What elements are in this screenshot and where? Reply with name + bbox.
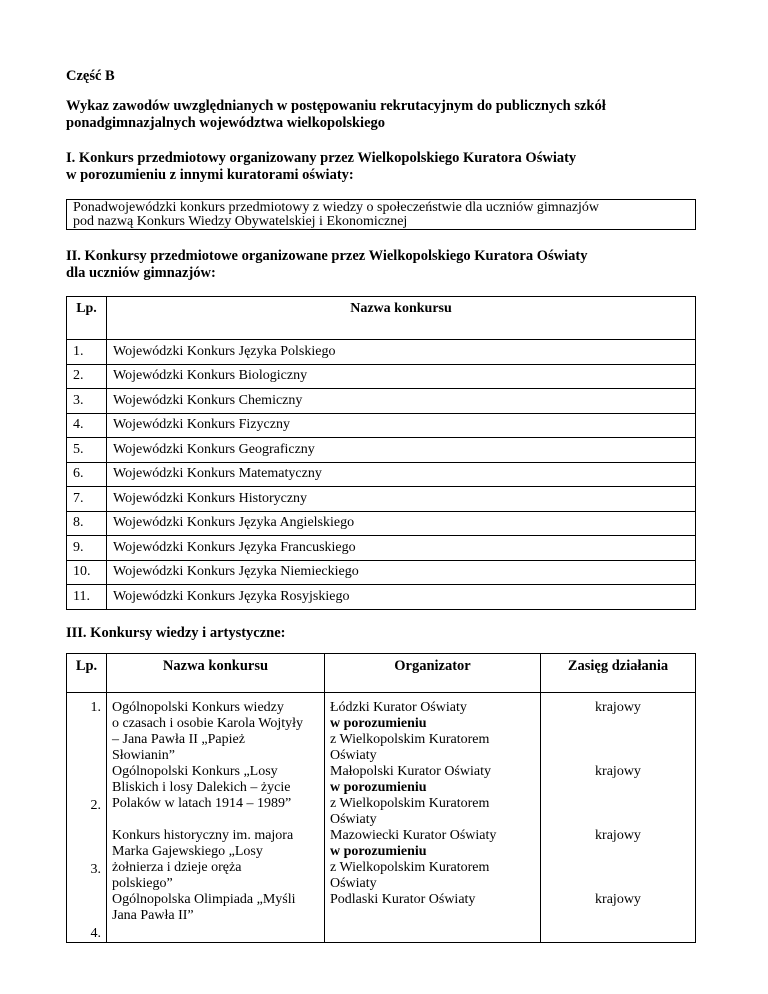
organizer-line: Oświaty [330, 748, 377, 763]
section-1-heading-line-1: I. Konkurs przedmiotowy organizowany przez Wielkopolskiego Kuratora Oświaty [66, 150, 577, 166]
table-row [67, 828, 696, 892]
contest-name: Wojewódzki Konkurs Biologiczny [107, 364, 696, 389]
row-number: 3. [90, 862, 101, 877]
section-2-table [66, 296, 696, 610]
organizer-line: Oświaty [330, 876, 377, 891]
organizer-line: Małopolski Kurator Oświaty [330, 764, 491, 779]
table-header-row [67, 297, 696, 340]
section-1-heading-line-2: w porozumieniu z innymi kuratorami oświaty: [66, 167, 354, 183]
section-1-box [66, 199, 696, 230]
row-number: 1. [67, 340, 107, 365]
title-line-1: Wykaz zawodów uwzględnianych w postępowaniu rekrutacyjnym do publicznych szkół [66, 98, 606, 114]
organizer-line: w porozumieniu [330, 844, 427, 859]
contest-name: Wojewódzki Konkurs Chemiczny [107, 389, 696, 414]
contest-name: Wojewódzki Konkurs Języka Polskiego [107, 340, 696, 365]
contest-name-line: – Jana Pawła II „Papież [112, 732, 245, 747]
contest-name-line: Ogólnopolska Olimpiada „Myśli [112, 892, 296, 907]
section-2-heading-line-1: II. Konkursy przedmiotowe organizowane przez Wielkopolskiego Kuratora Oświaty [66, 248, 588, 264]
table-row [67, 892, 696, 943]
table-row [67, 536, 696, 561]
table-row [67, 693, 696, 765]
scope: krajowy [541, 764, 696, 828]
row-number: 6. [67, 462, 107, 487]
scope: krajowy [541, 892, 696, 943]
contest-name [107, 764, 325, 828]
row-number: 10. [67, 560, 107, 585]
organizer-line: z Wielkopolskim Kuratorem [330, 796, 490, 811]
column-header-organizer: Organizator [325, 654, 541, 693]
contest-name-line: Polaków w latach 1914 – 1989” [112, 796, 292, 811]
contest-name-line: Marka Gajewskiego „Losy [112, 844, 263, 859]
contest-name-line: Jana Pawła II” [112, 908, 194, 923]
contest-name [107, 892, 325, 943]
row-number-cell [67, 892, 107, 943]
organizer-line: w porozumieniu [330, 716, 427, 731]
contest-name-line: o czasach i osobie Karola Wojtyły [112, 716, 304, 731]
column-header-name: Nazwa konkursu [107, 654, 325, 693]
row-number: 8. [67, 511, 107, 536]
organizer-line: z Wielkopolskim Kuratorem [330, 732, 490, 747]
section-2-heading-line-2: dla uczniów gimnazjów: [66, 265, 216, 281]
table-row [67, 438, 696, 463]
contest-name-line: Słowianin” [112, 748, 175, 763]
organizer-line: Oświaty [330, 812, 377, 827]
table-row [67, 511, 696, 536]
table-header-row [67, 654, 696, 693]
contest-name: Wojewódzki Konkurs Języka Francuskiego [107, 536, 696, 561]
row-number: 2. [67, 364, 107, 389]
organizer-line: Podlaski Kurator Oświaty [330, 892, 476, 907]
row-number: 7. [67, 487, 107, 512]
row-number: 1. [90, 700, 101, 715]
scope: krajowy [541, 693, 696, 765]
section-1-heading [66, 150, 576, 184]
column-header-lp: Lp. [67, 297, 107, 340]
table-row [67, 364, 696, 389]
contest-name-line: Ogólnopolski Konkurs wiedzy [112, 700, 284, 715]
section-2-heading [66, 248, 587, 282]
contest-name-line: Konkurs historyczny im. majora [112, 828, 294, 843]
contest-name: Wojewódzki Konkurs Geograficzny [107, 438, 696, 463]
organizer [325, 764, 541, 828]
organizer-line: Łódzki Kurator Oświaty [330, 700, 467, 715]
organizer [325, 892, 541, 943]
contest-name [107, 693, 325, 765]
contest-name: Wojewódzki Konkurs Języka Angielskiego [107, 511, 696, 536]
organizer [325, 693, 541, 765]
row-number: 11. [67, 585, 107, 610]
organizer-line: z Wielkopolskim Kuratorem [330, 860, 490, 875]
column-header-scope: Zasięg działania [541, 654, 696, 693]
section-1-box-line-2: pod nazwą Konkurs Wiedzy Obywatelskiej i Ekonomicznej [73, 214, 408, 229]
organizer-line: Mazowiecki Kurator Oświaty [330, 828, 497, 843]
table-row [67, 585, 696, 610]
row-number-cell [67, 764, 107, 828]
table-row [67, 413, 696, 438]
table-row [67, 487, 696, 512]
contest-name: Wojewódzki Konkurs Języka Rosyjskiego [107, 585, 696, 610]
contest-name [107, 828, 325, 892]
row-number: 9. [67, 536, 107, 561]
row-number: 3. [67, 389, 107, 414]
row-number: 5. [67, 438, 107, 463]
contest-name-line: Bliskich i losy Dalekich – życie [112, 780, 291, 795]
row-number: 4. [90, 926, 101, 941]
column-header-lp: Lp. [67, 654, 107, 693]
title-line-2: ponadgimnazjalnych województwa wielkopolskiego [66, 115, 386, 131]
column-header-name: Nazwa konkursu [107, 297, 696, 340]
table-row [67, 389, 696, 414]
scope: krajowy [541, 828, 696, 892]
row-number-cell [67, 828, 107, 892]
organizer [325, 828, 541, 892]
table-row [67, 340, 696, 365]
row-number: 2. [90, 798, 101, 813]
section-3-table [66, 653, 696, 943]
contest-name: Wojewódzki Konkurs Matematyczny [107, 462, 696, 487]
contest-name: Wojewódzki Konkurs Języka Niemieckiego [107, 560, 696, 585]
contest-name: Wojewódzki Konkurs Fizyczny [107, 413, 696, 438]
table-row [67, 560, 696, 585]
table-row [67, 764, 696, 828]
contest-name: Wojewódzki Konkurs Historyczny [107, 487, 696, 512]
contest-name-line: polskiego” [112, 876, 173, 891]
document-title [66, 98, 696, 132]
section-3-heading: III. Konkursy wiedzy i artystyczne: [66, 625, 286, 641]
row-number-cell [67, 693, 107, 765]
contest-name-line: żołnierza i dzieje oręża [112, 860, 242, 875]
row-number: 4. [67, 413, 107, 438]
section-1-box-line-1: Ponadwojewódzki konkurs przedmiotowy z wiedzy o społeczeństwie dla uczniów gimnazjów [73, 200, 600, 215]
organizer-line: w porozumieniu [330, 780, 427, 795]
contest-name-line: Ogólnopolski Konkurs „Losy [112, 764, 278, 779]
part-label: Część B [66, 68, 115, 84]
table-row [67, 462, 696, 487]
